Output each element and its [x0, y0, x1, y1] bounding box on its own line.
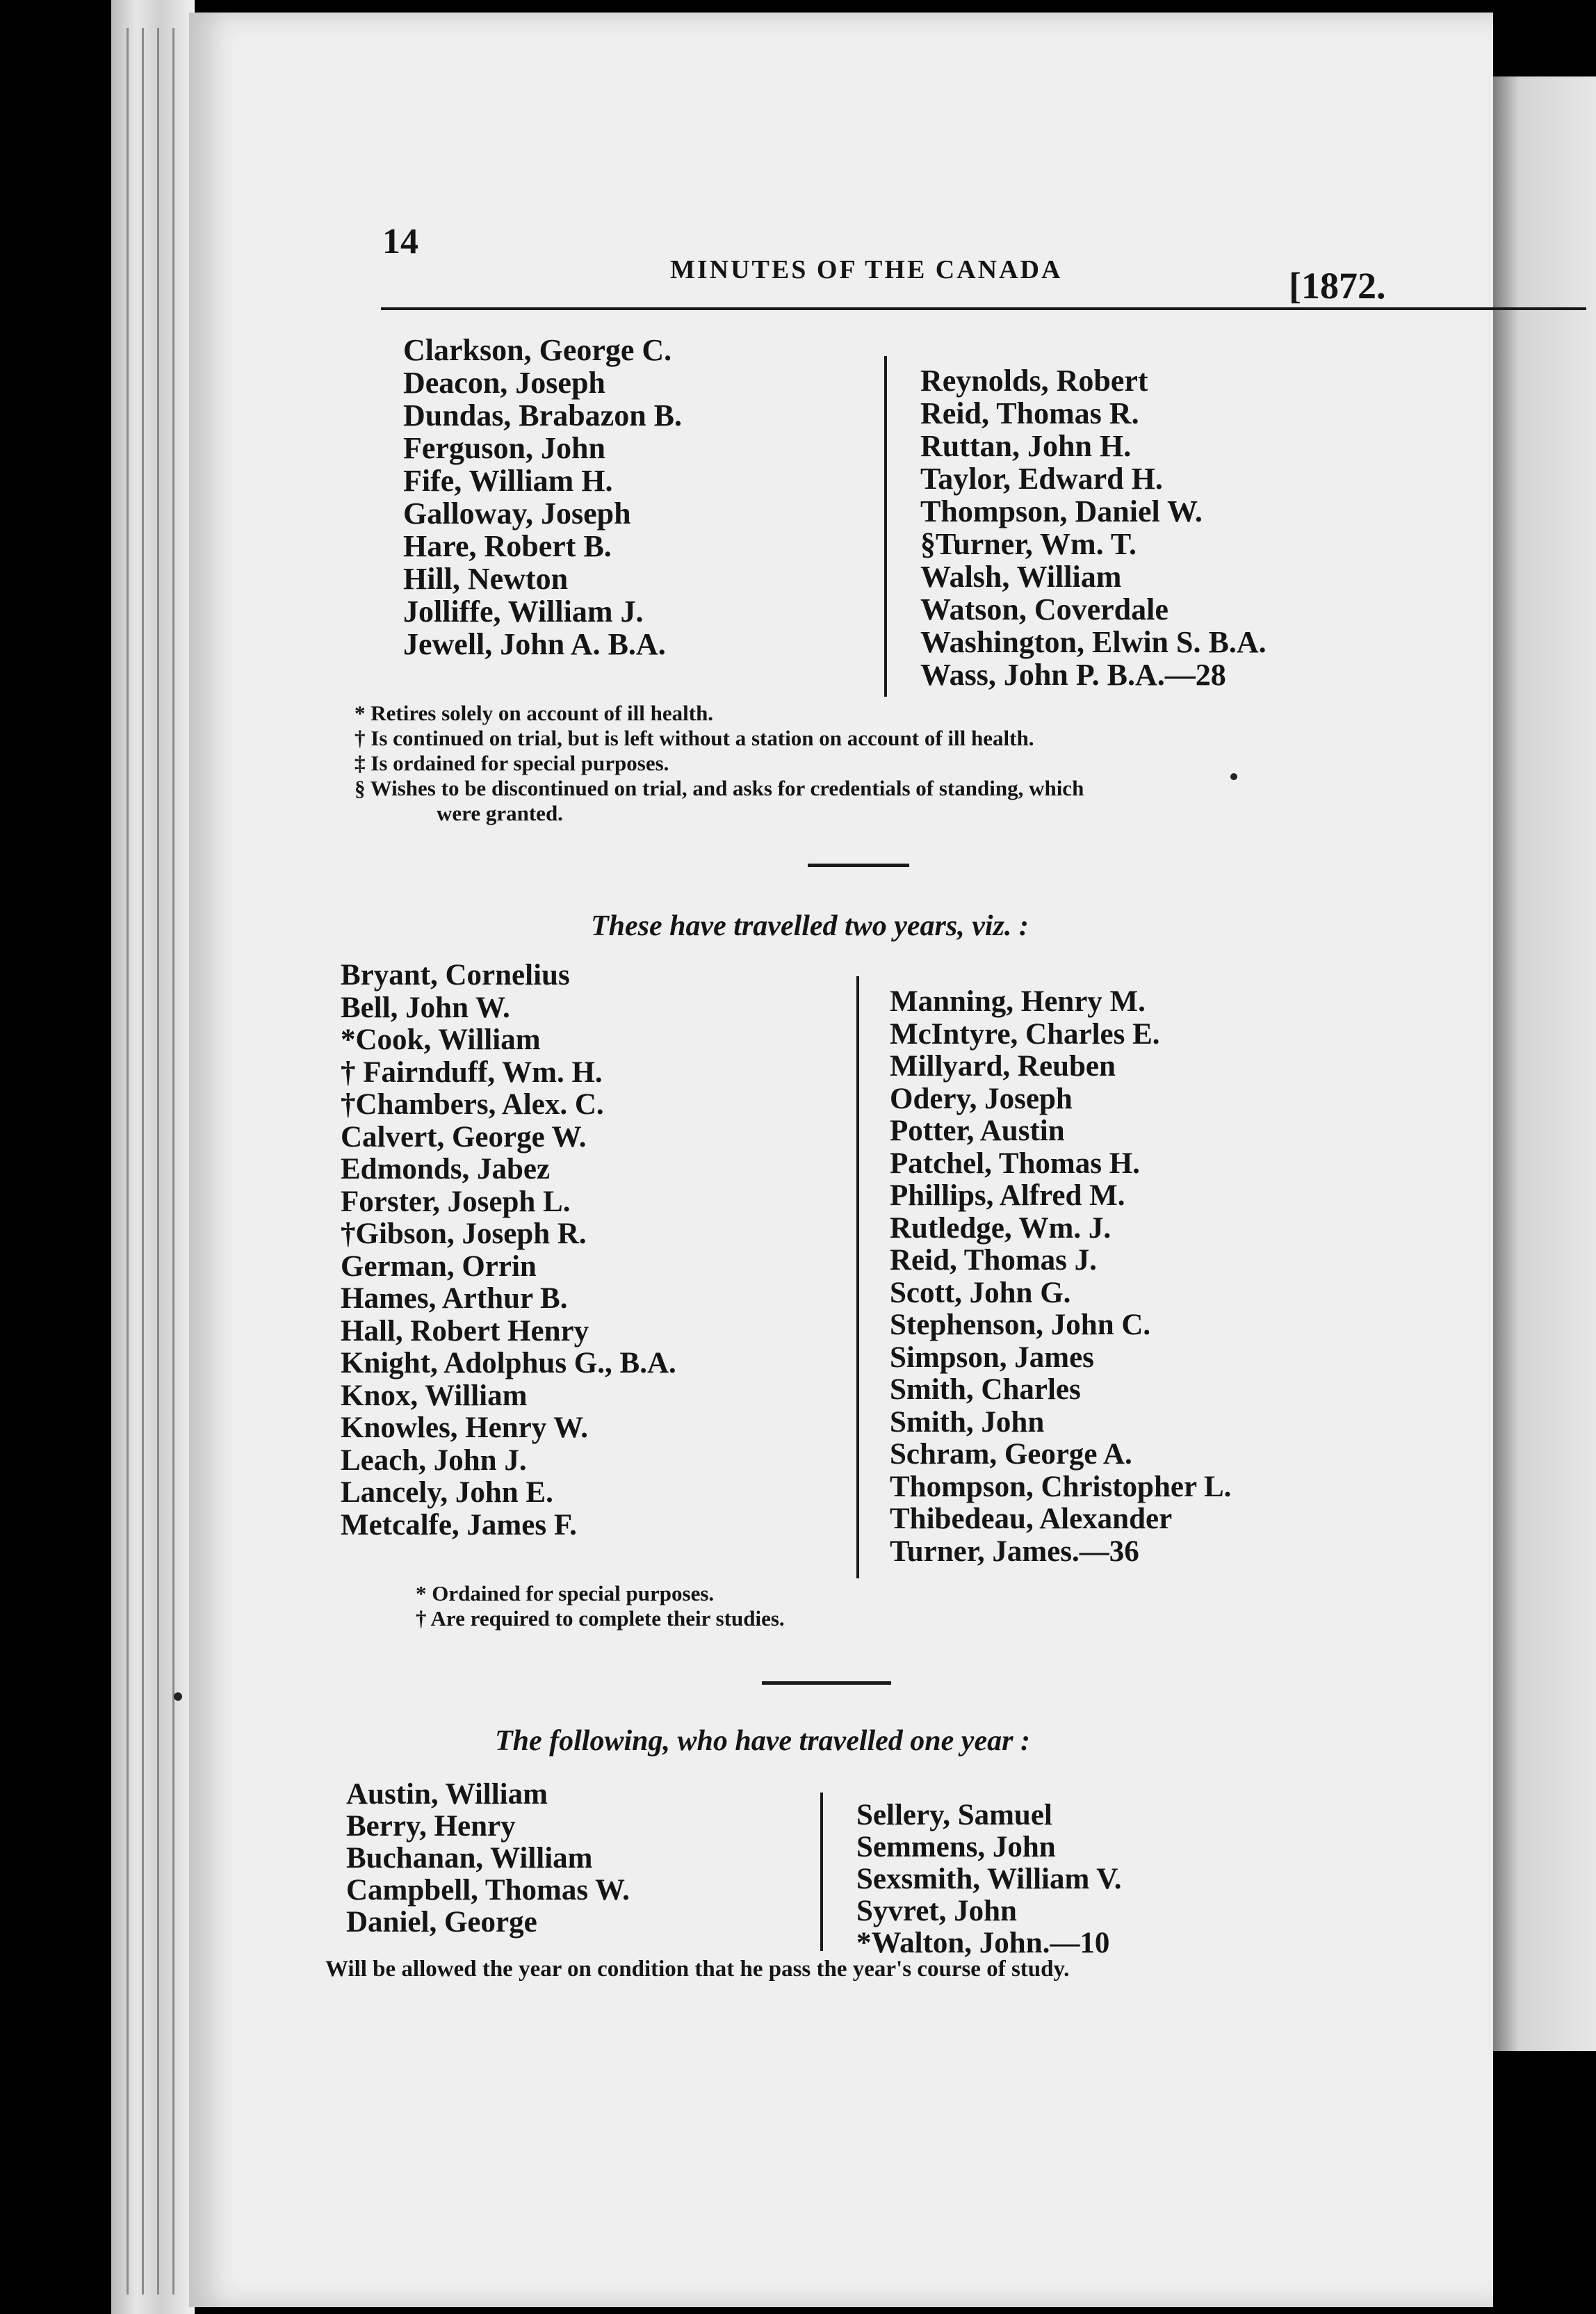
list-item: Odery, Joseph: [890, 1082, 1073, 1115]
header-rule: [381, 307, 1586, 310]
section2-left-column: [341, 960, 676, 1542]
page-edge-line: [127, 28, 129, 2295]
section3-right-column: [856, 1799, 1122, 1959]
list-item: Daniel, George: [346, 1906, 537, 1939]
page-edge-line: [172, 28, 174, 2295]
list-item: Manning, Henry M.: [890, 985, 1146, 1018]
list-item: Phillips, Alfred M.: [890, 1179, 1125, 1212]
list-item: Walsh, William: [920, 560, 1122, 594]
list-item: Stephenson, John C.: [890, 1309, 1151, 1341]
list-item: Semmens, John: [856, 1831, 1056, 1863]
section1-right-column: [920, 364, 1267, 691]
list-item: Knight, Adolphus G., B.A.: [341, 1347, 676, 1380]
list-item: Fife, William H.: [403, 464, 613, 498]
column-divider: [820, 1793, 823, 1951]
section3-heading: The following, who have travelled one year :: [495, 1725, 1030, 1757]
list-item: Clarkson, George C.: [403, 333, 672, 367]
page-speck: [174, 1692, 182, 1701]
list-item: † Fairnduff, Wm. H.: [341, 1055, 603, 1089]
list-item: Smith, Charles: [890, 1373, 1081, 1406]
list-item: Taylor, Edward H.: [920, 462, 1163, 496]
list-item: Washington, Elwin S. B.A.: [920, 625, 1267, 659]
list-item: McIntyre, Charles E.: [890, 1017, 1160, 1051]
column-divider: [856, 976, 859, 1578]
footnote: ‡ Is ordained for special purposes.: [355, 751, 669, 775]
list-item: Thibedeau, Alexander: [890, 1503, 1173, 1535]
list-item: Leach, John J.: [341, 1443, 527, 1477]
list-item: †Chambers, Alex. C.: [341, 1088, 604, 1121]
list-item: Berry, Henry: [346, 1810, 516, 1843]
list-item: Sellery, Samuel: [856, 1799, 1052, 1831]
list-item: Jewell, John A. B.A.: [403, 627, 666, 661]
list-item: Syvret, John: [856, 1895, 1017, 1927]
list-item: Smith, John: [890, 1405, 1045, 1439]
section2-heading: These have travelled two years, viz. :: [591, 910, 1029, 942]
list-item: Galloway, Joseph: [403, 496, 631, 531]
list-item: Turner, James.—36: [890, 1535, 1139, 1568]
scanned-page: [189, 13, 1493, 2307]
list-item: Deacon, Joseph: [403, 366, 605, 400]
page-edge-line: [142, 28, 144, 2295]
list-item: Watson, Coverdale: [920, 592, 1168, 626]
list-item: Simpson, James: [890, 1341, 1094, 1374]
list-item: Wass, John P. B.A.—28: [920, 658, 1226, 692]
section-divider: [762, 1681, 891, 1685]
footnote: † Are required to complete their studies.: [416, 1606, 785, 1631]
list-item: †Gibson, Joseph R.: [341, 1217, 587, 1250]
page-speck: [1230, 773, 1237, 780]
section2-footnotes: [416, 1581, 785, 1631]
section2-right-column: [890, 986, 1231, 1568]
list-item: Scott, John G.: [890, 1276, 1071, 1309]
section3-left-column: [346, 1779, 630, 1939]
list-item: Bryant, Cornelius: [341, 959, 570, 992]
footnote: * Retires solely on account of ill health.: [355, 701, 714, 725]
year-label: [1872.: [1289, 265, 1386, 307]
list-item: §Turner, Wm. T.: [920, 527, 1137, 561]
list-item: Lancely, John E.: [341, 1476, 553, 1509]
list-item: Millyard, Reuben: [890, 1050, 1116, 1083]
list-item: Ruttan, John H.: [920, 429, 1132, 463]
list-item: Reid, Thomas R.: [920, 396, 1139, 430]
list-item: Forster, Joseph L.: [341, 1185, 571, 1218]
list-item: Bell, John W.: [341, 991, 510, 1024]
facing-page-edge: [1493, 76, 1596, 2051]
footnote: † Is continued on trial, but is left without a station on account of ill health.: [355, 726, 1034, 750]
list-item: Austin, William: [346, 1778, 548, 1811]
list-item: Edmonds, Jabez: [341, 1153, 551, 1186]
list-item: Buchanan, William: [346, 1842, 593, 1875]
book-spine: [111, 0, 195, 2314]
list-item: Ferguson, John: [403, 431, 605, 465]
list-item: Metcalfe, James F.: [341, 1508, 577, 1542]
list-item: Dundas, Brabazon B.: [403, 398, 683, 432]
list-item: Hill, Newton: [403, 562, 569, 596]
list-item: *Cook, William: [341, 1024, 541, 1056]
section3-footer-note: Will be allowed the year on condition that he pass the year's course of study.: [325, 1957, 1070, 1982]
list-item: Patchel, Thomas H.: [890, 1147, 1140, 1180]
list-item: *Walton, John.—10: [856, 1927, 1110, 1959]
list-item: Hall, Robert Henry: [341, 1314, 589, 1348]
page-number: 14: [382, 222, 418, 261]
footnote: § Wishes to be discontinued on trial, and asks for credentials of standing, which: [355, 776, 1084, 800]
list-item: Hare, Robert B.: [403, 529, 612, 563]
section1-left-column: [403, 334, 682, 661]
section1-footnotes: [355, 701, 1084, 826]
list-item: Knox, William: [341, 1379, 528, 1412]
list-item: Jolliffe, William J.: [403, 594, 644, 629]
section-divider: [808, 864, 909, 867]
column-divider: [884, 356, 887, 697]
list-item: Campbell, Thomas W.: [346, 1874, 630, 1907]
page-edge-line: [157, 28, 159, 2295]
list-item: Thompson, Daniel W.: [920, 494, 1203, 528]
footnote: * Ordained for special purposes.: [416, 1581, 715, 1605]
list-item: Hames, Arthur B.: [341, 1282, 568, 1315]
list-item: Reid, Thomas J.: [890, 1244, 1097, 1277]
list-item: Rutledge, Wm. J.: [890, 1211, 1112, 1245]
list-item: German, Orrin: [341, 1249, 537, 1283]
list-item: Sexsmith, William V.: [856, 1863, 1122, 1895]
list-item: Knowles, Henry W.: [341, 1411, 588, 1444]
list-item: Potter, Austin: [890, 1115, 1065, 1147]
running-head: MINUTES OF THE CANADA: [670, 255, 1063, 284]
list-item: Schram, George A.: [890, 1438, 1132, 1471]
footnote-continuation: were granted.: [437, 801, 563, 825]
list-item: Calvert, George W.: [341, 1120, 587, 1154]
list-item: Thompson, Christopher L.: [890, 1470, 1232, 1503]
list-item: Reynolds, Robert: [920, 364, 1148, 398]
